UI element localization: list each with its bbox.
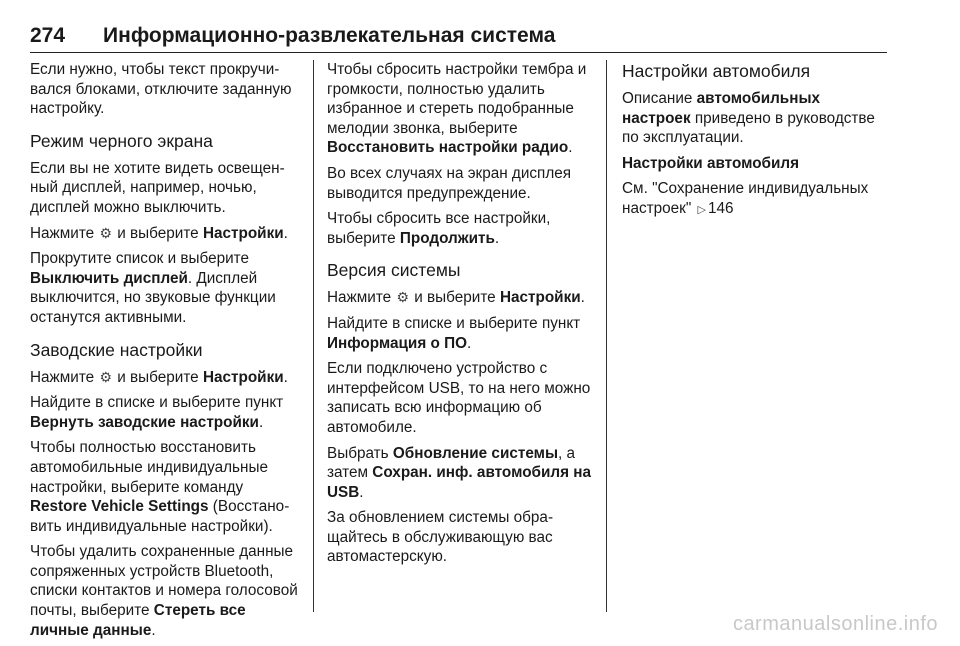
paragraph: Чтобы сбросить все настройки, выберите Продолжить. (327, 210, 551, 247)
paragraph: Найдите в списке и выберите пункт Вернуть заводские настройки. (30, 394, 284, 431)
page-number: 274 (30, 24, 66, 47)
paragraph: Если подключено устройство с интерфейсом USB, то на него можно записать всю информацию об автомобиле. (327, 360, 591, 436)
page-title: Информационно-развлекательная система (103, 24, 556, 47)
section-heading-vehicle-settings: Настройки автомобиля (622, 61, 811, 81)
paragraph: Нажмите ⚙ и выберите Настройки. (30, 224, 288, 242)
page-header (30, 20, 887, 53)
column-divider (606, 60, 607, 612)
paragraph: Если вы не хотите видеть освещенный дисплей, например, ночью, дисплей можно выключить. (30, 159, 285, 216)
paragraph: См. "Сохранение индивидуальных настроек" ▷ 146 (622, 179, 892, 220)
column-2 (327, 60, 597, 573)
paragraph: За обновлением системы обращайтесь в обслуживающую вас автомастерскую. (327, 509, 554, 566)
page-reference[interactable]: 146 (707, 199, 734, 217)
gear-icon: ⚙ (99, 368, 113, 385)
paragraph: Выбрать Обновление системы, а затем Сохран. инф. автомобиля на USB. (327, 444, 592, 501)
paragraph: Чтобы сбросить настройки тембра и громкости, полностью удалить избранное и стереть подобранные мелодии звонка, выберите Восстановить настройки радио. (327, 61, 587, 157)
column-1 (30, 60, 300, 646)
paragraph: Описание автомобильных настроек приведено в руководстве по эксплуатации. (622, 90, 875, 147)
arrow-right-icon: ▷ (697, 203, 706, 216)
column-divider (313, 60, 314, 612)
watermark: carmanualsonline.info (732, 613, 938, 635)
column-3 (622, 60, 892, 227)
paragraph: Нажмите ⚙ и выберите Настройки. (327, 289, 585, 307)
paragraph: Нажмите ⚙ и выберите Настройки. (30, 368, 288, 386)
subheading-vehicle-settings: Настройки автомобиля (622, 154, 800, 172)
paragraph: Прокрутите список и выберите Выключить дисплей. Дисплей выключится, но звуковые функции останутся активными. (30, 250, 276, 326)
section-heading-factory-settings: Заводские настройки (30, 339, 203, 360)
gear-icon: ⚙ (396, 289, 410, 306)
section-heading-system-version: Версия системы (327, 260, 461, 281)
paragraph: Во всех случаях на экран дисплея выводится предупреждение. (327, 164, 572, 202)
paragraph: Чтобы удалить сохраненные данные сопряженных устройств Bluetooth, списки контактов и номера голосовой почты, выберите Стереть все личные данные. (30, 543, 298, 639)
paragraph: Найдите в списке и выберите пункт Информация о ПО. (327, 314, 581, 352)
paragraph: Если нужно, чтобы текст прокручивался блоками, отключите заданную настройку. (30, 61, 292, 118)
paragraph: Чтобы полностью восстановить автомобильные индивидуальные настройки, выберите команду Restore Vehicle Settings (Восстановить индивидуальные настройки). (30, 439, 290, 535)
gear-icon: ⚙ (99, 224, 113, 241)
section-heading-black-screen: Режим черного экрана (30, 130, 213, 151)
